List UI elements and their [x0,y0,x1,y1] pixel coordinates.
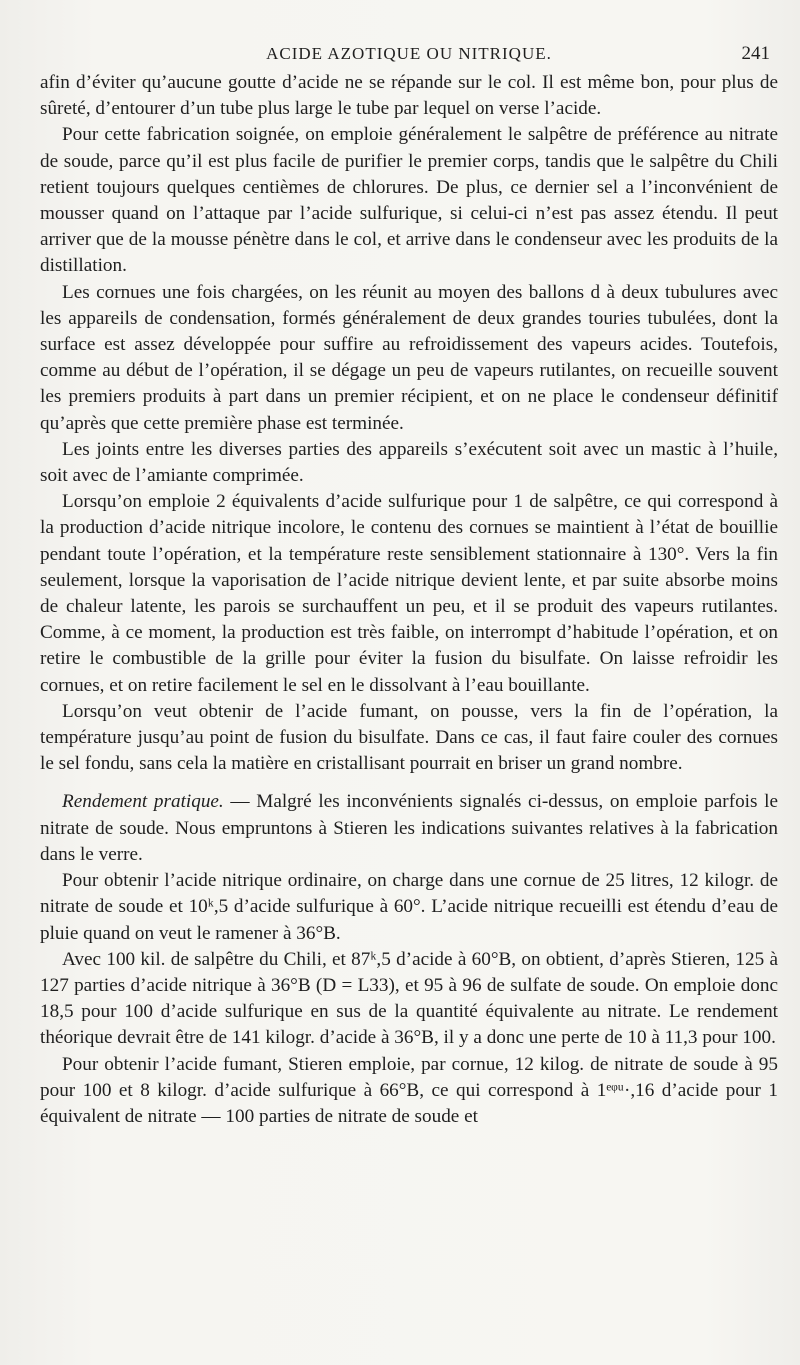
section-heading: Rendement pratique. [62,791,224,813]
section-rendement-pratique [40,789,778,868]
paragraph: Les joints entre les diverses parties des appareils s’exécutent soit avec un mastic à l’huile, soit avec de l’amiante comprimée. [40,438,778,487]
paragraph-continuation: afin d’éviter qu’aucune goutte d’acide ne se répande sur le col. Il est même bon, pour plus de sûreté, d’entourer d’un tube plus large le tube par lequel on verse l’acide. [40,72,778,120]
paragraph: Avec 100 kil. de salpêtre du Chili, et 87ᵏ,5 d’acide à 60°B, on obtient, d’après Stieren, 125 à 127 parties d’acide nitrique à 36°B (D = L33), et 95 à 96 de sulfate de soude. On emploie donc 18,5 pour 100 d’acide sulfurique en sus de la quantité équivalente au nitrate. Le rendement théorique devrait être de 141 kilogr. d’acide à 36°B, il y a donc une perte de 10 à 11,3 pour 100. [40,948,778,1049]
paragraph: Pour cette fabrication soignée, on emploie généralement le salpêtre de préférence au nitrate de soude, parce qu’il est plus facile de purifier le premier corps, tandis que le salpêtre du Chili retient toujours quelques centièmes de chlorures. De plus, ce dernier sel a l’inconvénient de mousser quand on l’attaque par l’acide sulfurique, si celui-ci n’est pas assez étendu. Il peut arriver que de la mousse pénètre dans le col, et arrive dans le condenseur avec les produits de la distillation. [40,124,778,277]
running-header [40,38,778,70]
header-title: ACIDE AZOTIQUE OU NITRIQUE. [266,44,552,63]
paragraph: Pour obtenir l’acide nitrique ordinaire, on charge dans une cornue de 25 litres, 12 kilogr. de nitrate de soude et 10ᵏ,5 d’acide sulfurique à 60°. L’acide nitrique recueilli est étendu d’eau de pluie quand on veut le ramener à 36°B. [40,870,778,944]
page-number: 241 [741,43,770,64]
paragraph: Les cornues une fois chargées, on les réunit au moyen des ballons d à deux tubulures avec les appareils de condensation, formés généralement de deux grandes touries tubulées, dont la surface est assez développée pour suffire au refroidissement des vapeurs acides. Toutefois, comme au début de l’opération, il se dégage un peu de vapeurs rutilantes, on recueille souvent les premiers produits à part dans un premier récipient, et on ne place le condenseur définitif qu’après que cette première phase est terminée. [40,281,778,434]
paragraph: Lorsqu’on emploie 2 équivalents d’acide sulfurique pour 1 de salpêtre, ce qui correspond à la production d’acide nitrique incolore, le contenu des cornues se maintient à l’état de bouillie pendant toute l’opération, et la température reste sensiblement stationnaire à 130°. Vers la fin seulement, lorsque la vaporisation de l’acide nitrique devient lente, et par suite absorbe moins de chaleur latente, les parois se surchauffent un peu, et il se produit des vapeurs rutilantes. Comme, à ce moment, la production est très faible, on interrompt d’habitude l’opération, et on retire le combustible de la grille pour éviter la fusion du bisulfate. On laisse refroidir les cornues, et on retire facilement le sel en le dissolvant à l’eau bouillante. [40,491,778,696]
body-text [40,70,778,1130]
paragraph: Pour obtenir l’acide fumant, Stieren emploie, par cornue, 12 kilog. de nitrate de soude à 95 pour 100 et 8 kilogr. d’acide sulfurique à 66°B, ce qui correspond à 1ᵉᵠᵘ·,16 d’acide pour 1 équivalent de nitrate — 100 parties de nitrate de soude et [40,1053,778,1127]
paragraph: Lorsqu’on veut obtenir de l’acide fumant, on pousse, vers la fin de l’opération, la température jusqu’au point de fusion du bisulfate. Dans ce cas, il faut faire couler des cornues le sel fondu, sans cela la matière en cristallisant pourrait en briser un grand nombre. [40,700,778,775]
section-intro: — Malgré les inconvénients signalés ci-dessus, on emploie parfois le nitrate de soude. Nous empruntons à Stieren les indications suivantes relatives à la fabrication dans le verre. [40,791,778,865]
